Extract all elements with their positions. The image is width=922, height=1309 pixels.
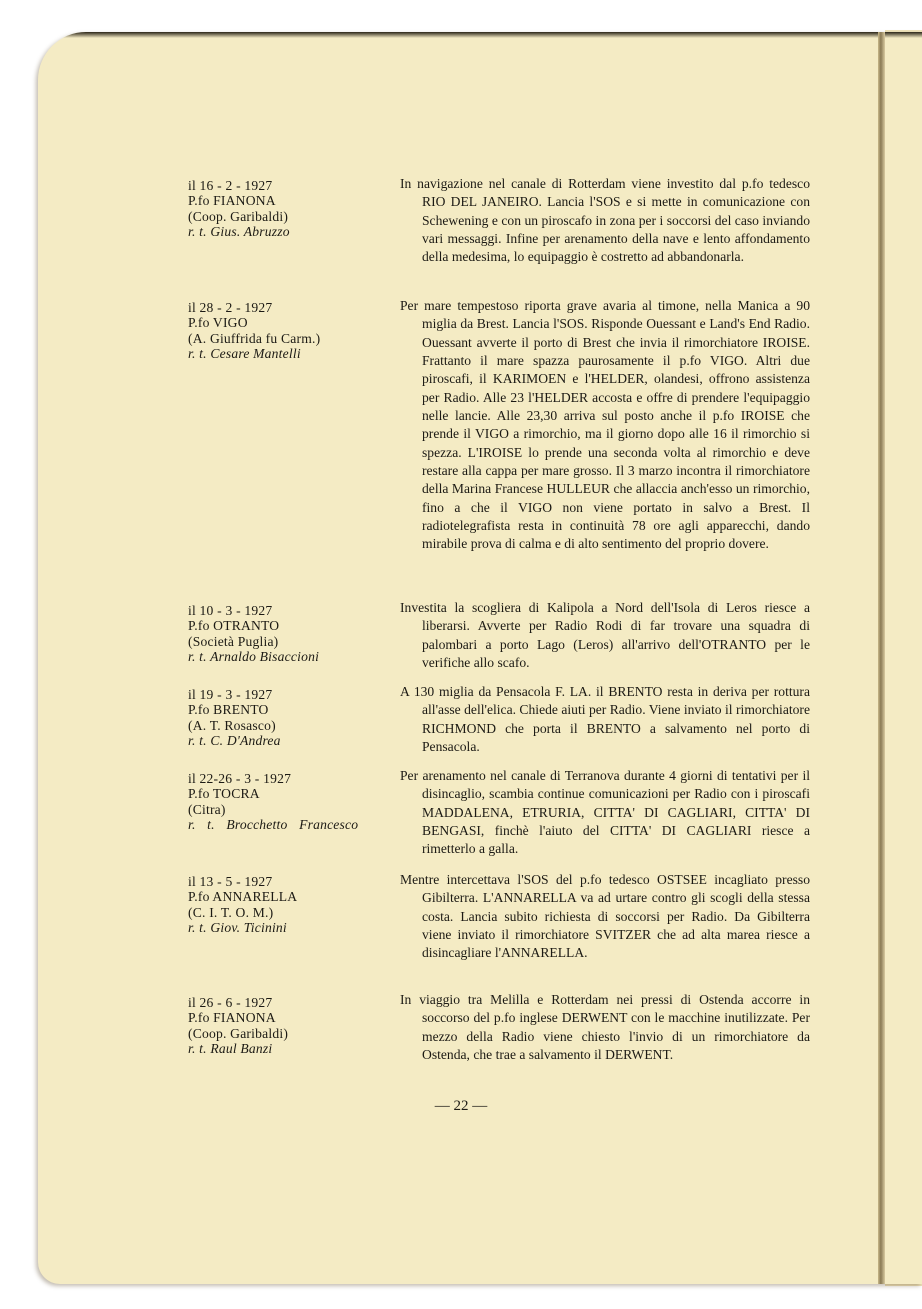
- page-number: — 22 —: [434, 1098, 488, 1114]
- entry-operator: r. t. Giov. Ticinini: [188, 920, 287, 936]
- entry-owner: (Coop. Garibaldi): [188, 1025, 289, 1041]
- entry-paragraph: In viaggio tra Melilla e Rotterdam nei pressi di Ostenda accorre in soccorso del p.fo inglese DERWENT con le macchine inutilizzate. Per mezzo della Radio viene chiesto l'invio di un rimorchiatore da Ostenda, che trae a salvamento il DERWENT.: [400, 992, 810, 1063]
- entry-paragraph: In navigazione nel canale di Rotterdam viene investito dal p.fo tedesco RIO DEL JANEIRO. Lancia l'SOS e si mette in comunicazione con Schewening e con un piroscafo in zona per i soccorsi del caso inviando vari messaggi. Infine per arenamento della nave e lento affondamento della medesima, lo equipaggio è costretto ad abbandonarla.: [400, 176, 810, 265]
- entry-paragraph: Mentre intercettava l'SOS del p.fo tedesco OSTSEE incagliato presso Gibilterra. L'ANNARELLA va ad urtare contro gli scogli della stessa costa. Lancia subito richiesta di soccorsi per Radio. Da Gibilterra viene inviato il rimorchiatore SVITZER che ad alta marea riesce a disincagliare l'ANNARELLA.: [400, 872, 810, 961]
- entry-ship: P.fo BRENTO: [188, 702, 269, 718]
- entry-text: [400, 297, 810, 554]
- entry-owner: (C. I. T. O. M.): [188, 904, 274, 920]
- entry-meta: [188, 178, 388, 240]
- entry-paragraph: A 130 miglia da Pensacola F. LA. il BRENTO resta in deriva per rottura all'asse dell'elica. Chiede aiuti per Radio. Viene inviato il rimorchiatore RICHMOND che porta il BRENTO a salvamento nel porto di Pensacola.: [400, 684, 810, 755]
- entry-owner: (Società Puglia): [188, 633, 279, 649]
- entry-owner: (A. T. Rosasco): [188, 717, 276, 733]
- entry-text: [400, 871, 810, 963]
- entry-meta: [188, 687, 388, 749]
- entry-ship: P.fo TOCRA: [188, 786, 260, 802]
- entry-ship: P.fo ANNARELLA: [188, 889, 298, 905]
- entry-operator: r. t. C. D'Andrea: [188, 733, 281, 749]
- entry-meta: [188, 995, 388, 1057]
- entry-operator: r. t. Raul Banzi: [188, 1041, 273, 1057]
- entry-text: [400, 767, 810, 859]
- entry-date: il 19 - 3 - 1927: [188, 687, 273, 702]
- entry-date: il 26 - 6 - 1927: [188, 995, 273, 1010]
- entry-ship: P.fo FIANONA: [188, 1010, 276, 1026]
- entry-text: [400, 599, 810, 672]
- entry-meta: [188, 603, 388, 665]
- entry-date: il 13 - 5 - 1927: [188, 874, 273, 889]
- page-spine: [878, 32, 885, 1284]
- entry-ship: P.fo FIANONA: [188, 193, 276, 209]
- entry-meta: [188, 771, 388, 833]
- entry-text: [400, 991, 810, 1064]
- entry-date: il 28 - 2 - 1927: [188, 300, 273, 315]
- entry-owner: (Citra): [188, 801, 226, 817]
- entry-operator: r. t. Cesare Mantelli: [188, 346, 301, 362]
- entry-date: il 22-26 - 3 - 1927: [188, 771, 292, 786]
- entry-operator: r. t. Brocchetto Francesco: [188, 817, 359, 833]
- entry-operator: r. t. Gius. Abruzzo: [188, 224, 290, 240]
- entry-text: [400, 175, 810, 267]
- entry-meta: [188, 300, 388, 362]
- entry-operator: r. t. Arnaldo Bisaccioni: [188, 649, 320, 665]
- entry-paragraph: Per mare tempestoso riporta grave avaria al timone, nella Manica a 90 miglia da Brest. Lancia l'SOS. Risponde Ouessant e Land's End Radio. Ouessant avverte il porto di Brest che invia il rimorchiatore IROISE. Frattanto il mare spazza paurosamente il p.fo VIGO. Altri due piroscafi, il KARIMOEN e l'HELDER, olandesi, offrono assistenza per Radio. Alle 23 l'HELDER accosta e offre di prendere l'equipaggio nelle lancie. Alle 23,30 arriva sul posto anche il p.fo IROISE che prende il VIGO a rimorchio, ma il giorno dopo alle 16 il rimorchio si spezza. L'IROISE lo prende una seconda volta al rimorchio e deve restare alla cappa per mare grosso. Il 3 marzo incontra il rimorchiatore della Marina Francese HULLEUR che allaccia anch'esso un rimorchio, fino a che il VIGO non viene portato in salvo a Brest. Il radiotelegrafista resta in continuità 78 ore agli apparecchi, dando mirabile prova di calma e di alto sentimento del proprio dovere.: [400, 298, 810, 552]
- entry-date: il 16 - 2 - 1927: [188, 178, 273, 193]
- entry-meta: [188, 874, 388, 936]
- entry-date: il 10 - 3 - 1927: [188, 603, 273, 618]
- entry-text: [400, 683, 810, 756]
- entry-owner: (Coop. Garibaldi): [188, 208, 289, 224]
- entry-paragraph: Investita la scogliera di Kalipola a Nord dell'Isola di Leros riesce a liberarsi. Avverte per Radio Rodi di far trovare una squadra di palombari a porto Lago (Leros) all'arrivo dell'OTRANTO per le verifiche allo scafo.: [400, 600, 810, 671]
- entry-paragraph: Per arenamento nel canale di Terranova durante 4 giorni di tentativi per il disincaglio, scambia continue comunicazioni per Radio con i piroscafi MADDALENA, ETRURIA, CITTA' DI CAGLIARI, CITTA' DI BENGASI, finchè l'aiuto del CITTA' DI CAGLIARI riesce a rimetterlo a galla.: [400, 768, 810, 857]
- entry-owner: (A. Giuffrida fu Carm.): [188, 330, 321, 346]
- entry-ship: P.fo VIGO: [188, 315, 248, 331]
- entry-ship: P.fo OTRANTO: [188, 618, 280, 634]
